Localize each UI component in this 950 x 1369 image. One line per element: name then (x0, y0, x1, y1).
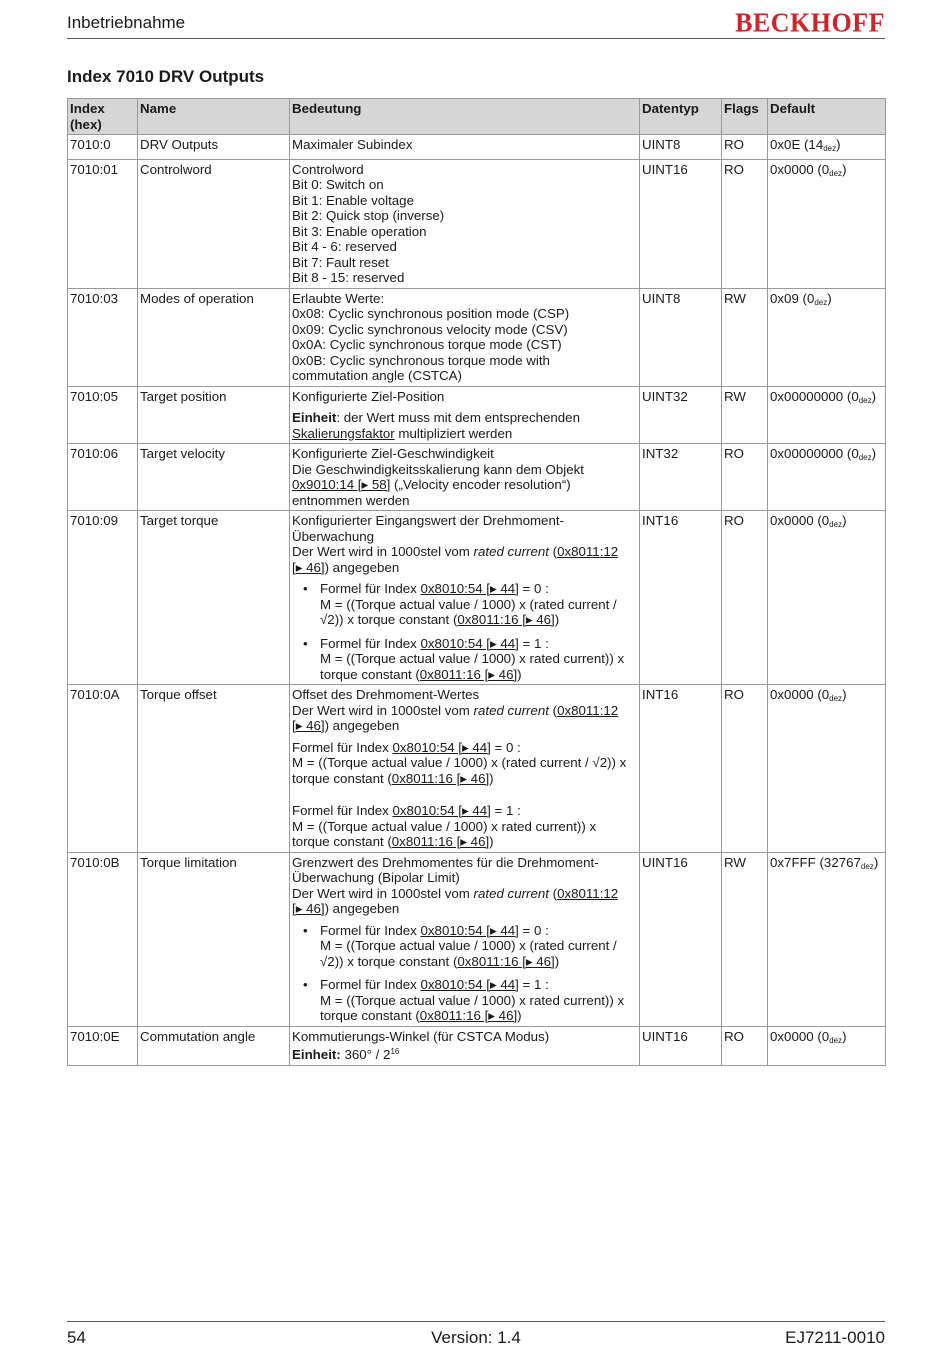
meaning-line: Bit 3: Enable operation (292, 223, 427, 239)
table-row (68, 386, 886, 444)
meaning-line: Überwachung (Bipolar Limit) (292, 870, 460, 885)
page-number: 54 (67, 1328, 86, 1347)
spacer (292, 786, 637, 803)
object-link[interactable]: 0x9010:14 [▸ 58] (292, 477, 391, 492)
meaning-line: Bit 4 - 6: reserved (292, 239, 397, 254)
meaning-text: ) (517, 666, 522, 682)
meaning-text: ) (517, 1008, 522, 1023)
table-row (68, 444, 886, 511)
default-value: 0x00000000 (0 (770, 388, 859, 404)
object-link[interactable]: 0x8011:12 (557, 702, 619, 718)
meaning-text: 360° / 2 (340, 1047, 391, 1062)
list-item (320, 636, 637, 683)
cell-meaning (290, 444, 640, 511)
rated-current-term: rated current (473, 702, 549, 718)
cell-flags: RO (722, 511, 768, 685)
meaning-text: Formel für Index (320, 922, 421, 938)
object-link[interactable]: 0x8011:16 [▸ 46] (457, 612, 555, 627)
meaning-line (292, 426, 637, 442)
cell-meaning (290, 1026, 640, 1065)
meaning-line (320, 954, 637, 970)
cell-default (768, 685, 886, 853)
column-header-meaning: Bedeutung (290, 99, 640, 135)
object-link[interactable]: 0x8010:54 [▸ 44] (392, 803, 491, 818)
default-end: ) (836, 137, 841, 152)
meaning-line (320, 977, 637, 993)
meaning-text: Der Wert wird in 1000stel vom (292, 885, 474, 901)
default-subscript: dez (858, 395, 872, 405)
default-value: 0x0000 (0 (770, 1028, 830, 1044)
cell-datatype: UINT16 (640, 852, 722, 1026)
default-subscript: dez (829, 1035, 843, 1045)
meaning-text: √2)) x torque constant ( (320, 612, 458, 627)
meaning-line: Bit 2: Quick stop (inverse) (292, 208, 445, 223)
object-link[interactable]: 0x8010:54 [▸ 44] (420, 922, 519, 938)
cell-index: 7010:0 (68, 135, 138, 160)
page-link[interactable]: [▸ 46] (292, 559, 325, 575)
default-value: 0x00000000 (0 (770, 446, 859, 461)
meaning-text: ) (554, 953, 560, 969)
cell-index: 7010:09 (68, 511, 138, 685)
beckhoff-logo: BECKHOFF (735, 7, 885, 38)
exponent: 16 (390, 1047, 400, 1056)
cell-name: Target velocity (138, 444, 290, 511)
version-label: Version: 1.4 (431, 1328, 521, 1347)
formula-list (292, 581, 637, 682)
meaning-text: = 0 : (518, 922, 549, 938)
table-row (68, 1026, 886, 1065)
table-row (68, 511, 886, 685)
meaning-line (292, 803, 637, 819)
meaning-line: Bit 7: Fault reset (292, 254, 389, 270)
meaning-line: M = ((Torque actual value / 1000) x rated current)) x (320, 651, 625, 666)
default-value: 0x09 (0 (770, 290, 815, 306)
cell-index: 7010:03 (68, 288, 138, 386)
section-title: Index 7010 DRV Outputs (67, 67, 265, 86)
default-value: 0x0000 (0 (770, 161, 830, 177)
formula-list (292, 923, 637, 1024)
meaning-line: Konfigurierte Ziel-Geschwindigkeit (292, 446, 494, 461)
cell-datatype: INT16 (640, 685, 722, 853)
object-link[interactable]: 0x8011:16 [▸ 46] (391, 834, 490, 849)
default-subscript: dez (858, 453, 872, 462)
cell-datatype: INT32 (640, 444, 722, 511)
meaning-line: Bit 8 - 15: reserved (292, 270, 405, 285)
meaning-text: ( (548, 544, 558, 559)
meaning-text: („Velocity encoder resolution“) (390, 477, 571, 492)
meaning-line: M = ((Torque actual value / 1000) x (rated current / (320, 596, 617, 612)
page-header (67, 8, 885, 39)
meaning-text: ) angegeben (324, 901, 400, 916)
cell-index: 7010:0E (68, 1026, 138, 1065)
default-value: 0x0E (14 (770, 137, 824, 152)
meaning-text: ) angegeben (324, 718, 400, 733)
cell-index: 7010:06 (68, 444, 138, 511)
page-link[interactable]: [▸ 46] (292, 718, 325, 733)
header-title: Inbetriebnahme (67, 13, 186, 32)
meaning-text: ) (489, 770, 494, 786)
meaning-text: ) (554, 612, 560, 627)
cell-default (768, 444, 886, 511)
meaning-line: Bit 0: Switch on (292, 177, 384, 192)
meaning-text: Formel für Index (320, 635, 421, 651)
object-link[interactable]: 0x8011:16 [▸ 46] (391, 770, 490, 786)
meaning-line: commutation angle (CSTCA) (292, 368, 462, 383)
default-subscript: dez (829, 520, 843, 529)
unit-label: Einheit: (292, 1047, 341, 1062)
product-code: EJ7211-0010 (785, 1328, 885, 1347)
cell-meaning (290, 852, 640, 1026)
meaning-line (292, 834, 637, 850)
cell-flags: RW (722, 288, 768, 386)
cell-default (768, 386, 886, 444)
meaning-text: Der Wert wird in 1000stel vom (292, 702, 474, 718)
meaning-line: M = ((Torque actual value / 1000) x rated current)) x (320, 992, 625, 1008)
meaning-line: Kommutierungs-Winkel (für CSTCA Modus) (292, 1028, 550, 1044)
meaning-line (292, 886, 637, 902)
meaning-text: torque constant ( (292, 770, 392, 786)
meaning-text: = 0 : (490, 739, 521, 755)
meaning-text: ( (548, 702, 558, 718)
meaning-text: torque constant ( (292, 834, 392, 849)
list-item (320, 581, 637, 628)
object-link[interactable]: 0x8011:16 [▸ 46] (419, 1008, 518, 1023)
meaning-line: 0x0B: Cyclic synchronous torque mode with (292, 352, 550, 368)
table-row (68, 135, 886, 160)
meaning-line (320, 581, 637, 597)
cell-name: Target position (138, 386, 290, 444)
meaning-line: M = ((Torque actual value / 1000) x (rated current / √2)) x (292, 755, 627, 770)
default-end: ) (871, 388, 877, 404)
default-subscript: dez (829, 168, 843, 178)
cell-default (768, 852, 886, 1026)
meaning-text: Formel für Index (320, 977, 421, 992)
meaning-line: Erlaubte Werte: (292, 290, 385, 306)
cell-datatype: UINT32 (640, 386, 722, 444)
default-value: 0x0000 (0 (770, 513, 830, 528)
object-link[interactable]: 0x8010:54 [▸ 44] (420, 635, 519, 651)
column-header-default: Default (768, 99, 886, 135)
meaning-line (292, 544, 637, 560)
table-row (68, 288, 886, 386)
meaning-text: torque constant ( (320, 1008, 420, 1023)
meaning-para (292, 740, 637, 756)
meaning-line (320, 923, 637, 939)
column-header-name: Name (138, 99, 290, 135)
cell-default (768, 135, 886, 160)
list-item (320, 923, 637, 970)
cell-flags: RO (722, 1026, 768, 1065)
meaning-text: torque constant ( (320, 666, 420, 682)
cell-name: Controlword (138, 159, 290, 288)
meaning-text: ) angegeben (324, 559, 400, 575)
object-link[interactable]: 0x8010:54 [▸ 44] (420, 581, 519, 596)
table-header-row (68, 99, 886, 135)
cell-name: Target torque (138, 511, 290, 685)
cell-default (768, 288, 886, 386)
cell-datatype: UINT8 (640, 135, 722, 160)
meaning-text: Formel für Index (320, 581, 421, 596)
meaning-line (320, 1008, 637, 1024)
meaning-line: Konfigurierter Eingangswert der Drehmoment- (292, 513, 564, 528)
cell-name: Torque offset (138, 685, 290, 853)
rated-current-term: rated current (473, 544, 549, 559)
default-subscript: dez (860, 861, 874, 871)
cell-meaning (290, 159, 640, 288)
page-footer (67, 1321, 885, 1352)
column-header-flags: Flags (722, 99, 768, 135)
meaning-line (292, 1044, 637, 1063)
table-row (68, 159, 886, 288)
rated-current-term: rated current (473, 885, 549, 901)
object-link[interactable]: 0x8010:54 [▸ 44] (392, 739, 491, 755)
cell-flags: RW (722, 386, 768, 444)
meaning-line: 0x08: Cyclic synchronous position mode (CSP) (292, 306, 570, 321)
default-subscript: dez (814, 297, 828, 307)
default-subscript: dez (829, 694, 843, 703)
cell-default (768, 511, 886, 685)
cell-flags: RO (722, 444, 768, 511)
scaling-factor-link[interactable]: Skalierungsfaktor (292, 425, 395, 441)
cell-meaning: Maximaler Subindex (290, 135, 640, 160)
meaning-text: Formel für Index (292, 803, 393, 818)
unit-label: Einheit (292, 410, 337, 425)
cell-index: 7010:0B (68, 852, 138, 1026)
meaning-line: M = ((Torque actual value / 1000) x rated current)) x (292, 818, 597, 834)
meaning-text: √2)) x torque constant ( (320, 953, 458, 969)
meaning-line (292, 771, 637, 787)
meaning-line: Die Geschwindigkeitsskalierung kann dem Objekt (292, 461, 584, 477)
meaning-text: : der Wert muss mit dem entsprechenden (336, 410, 580, 425)
default-end: ) (842, 687, 847, 702)
meaning-line (292, 901, 637, 917)
meaning-para (292, 410, 637, 426)
meaning-text: ) (489, 834, 494, 849)
cell-meaning (290, 511, 640, 685)
meaning-line (320, 636, 637, 652)
object-link[interactable]: 0x8011:16 [▸ 46] (419, 666, 518, 682)
default-end: ) (842, 513, 847, 528)
page-link[interactable]: [▸ 46] (292, 901, 325, 916)
object-link[interactable]: 0x8010:54 [▸ 44] (420, 977, 519, 992)
default-end: ) (871, 446, 877, 461)
object-table (67, 98, 886, 1066)
default-end: ) (827, 290, 832, 306)
meaning-line: Überwachung (292, 528, 375, 544)
cell-meaning (290, 288, 640, 386)
table-row (68, 852, 886, 1026)
meaning-line: Grenzwert des Drehmomentes für die Drehmoment- (292, 854, 599, 870)
meaning-text: Formel für Index (292, 739, 393, 755)
meaning-line: Bit 1: Enable voltage (292, 192, 414, 208)
default-end: ) (842, 161, 847, 177)
cell-name: Commutation angle (138, 1026, 290, 1065)
meaning-line: Offset des Drehmoment-Wertes (292, 687, 480, 702)
meaning-line: entnommen werden (292, 492, 410, 508)
default-value: 0x0000 (0 (770, 687, 830, 702)
column-header-datatype: Datentyp (640, 99, 722, 135)
cell-default (768, 1026, 886, 1065)
meaning-line (320, 667, 637, 683)
cell-name: Torque limitation (138, 852, 290, 1026)
cell-index: 7010:0A (68, 685, 138, 853)
meaning-line (292, 703, 637, 719)
cell-datatype: UINT8 (640, 288, 722, 386)
meaning-text: = 1 : (518, 977, 549, 992)
default-end: ) (873, 854, 879, 870)
default-value: 0x7FFF (32767 (770, 854, 861, 870)
cell-index: 7010:05 (68, 386, 138, 444)
cell-datatype: UINT16 (640, 1026, 722, 1065)
meaning-text: = 1 : (490, 803, 521, 818)
cell-flags: RW (722, 852, 768, 1026)
cell-index: 7010:01 (68, 159, 138, 288)
meaning-line: M = ((Torque actual value / 1000) x (rated current / (320, 938, 617, 953)
meaning-line (292, 718, 637, 734)
cell-flags: RO (722, 135, 768, 160)
cell-default (768, 159, 886, 288)
meaning-line: 0x09: Cyclic synchronous velocity mode (CSV) (292, 321, 568, 337)
meaning-line (292, 477, 637, 493)
meaning-text: ( (548, 885, 558, 901)
cell-meaning (290, 685, 640, 853)
table-row (68, 685, 886, 853)
meaning-text: Der Wert wird in 1000stel vom (292, 544, 474, 559)
cell-name: Modes of operation (138, 288, 290, 386)
cell-datatype: INT16 (640, 511, 722, 685)
column-header-index: Index (hex) (68, 99, 138, 135)
cell-datatype: UINT16 (640, 159, 722, 288)
meaning-line: Konfigurierte Ziel-Position (292, 388, 445, 404)
cell-flags: RO (722, 685, 768, 853)
object-link[interactable]: 0x8011:12 (557, 885, 619, 901)
default-end: ) (842, 1028, 847, 1044)
cell-meaning (290, 386, 640, 444)
meaning-line (292, 560, 637, 576)
cell-flags: RO (722, 159, 768, 288)
meaning-line: Controlword (292, 161, 364, 177)
object-link[interactable]: 0x8011:12 (557, 544, 619, 559)
meaning-text: = 0 : (518, 581, 549, 596)
meaning-text: multipliziert werden (394, 425, 513, 441)
object-link[interactable]: 0x8011:16 [▸ 46] (457, 953, 555, 969)
meaning-line (320, 612, 637, 628)
meaning-text: = 1 : (518, 635, 549, 651)
meaning-line: 0x0A: Cyclic synchronous torque mode (CST) (292, 337, 562, 352)
cell-name: DRV Outputs (138, 135, 290, 160)
default-subscript: dez (823, 144, 837, 153)
list-item (320, 977, 637, 1024)
